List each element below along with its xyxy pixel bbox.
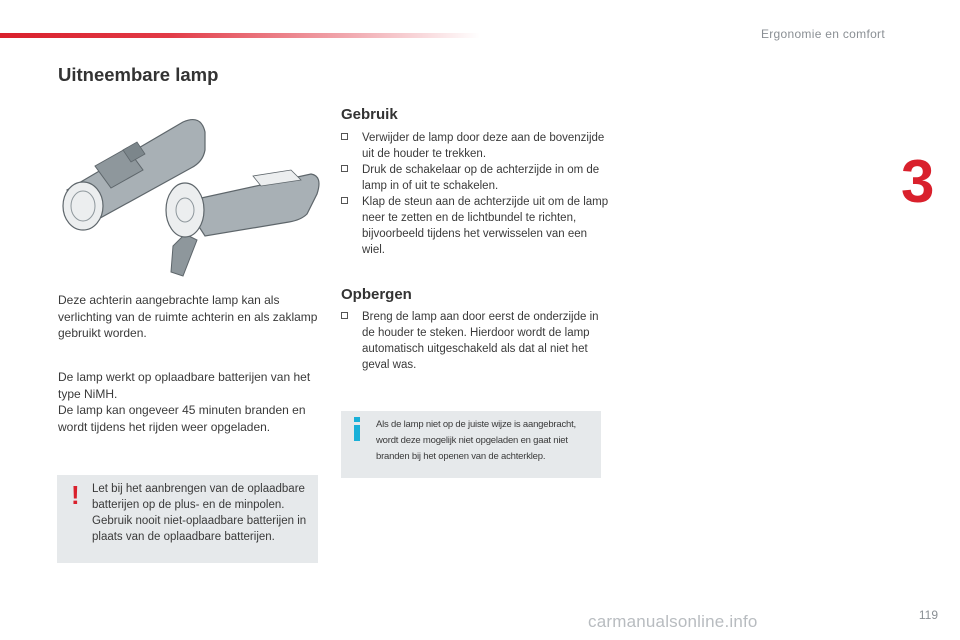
accent-bar <box>0 33 480 38</box>
info-notice <box>341 411 601 478</box>
checkbox-bullet-icon <box>341 133 348 140</box>
info-text: Als de lamp niet op de juiste wijze is aangebracht, wordt deze mogelijk niet opgeladen en gaat niet branden bij het openen van de achterklep. <box>376 419 576 462</box>
checkbox-bullet-icon <box>341 165 348 172</box>
list-item: Klap de steun aan de achterzijde uit om de lamp neer te zetten en de lichtbundel te richten, bijvoorbeeld tijdens het verwisselen van een wiel. <box>341 194 611 258</box>
watermark: carmanualsonline.info <box>588 612 758 631</box>
checkbox-bullet-icon <box>341 312 348 319</box>
usage-list <box>341 130 611 258</box>
lamp-body-2 <box>166 170 319 276</box>
page-number: 119 <box>918 608 938 622</box>
battery-line-2: De lamp kan ongeveer 45 minuten branden en wordt tijdens het rijden weer opgeladen. <box>58 403 306 434</box>
warning-notice <box>57 475 318 563</box>
list-item: Verwijder de lamp door deze aan de bovenzijde uit de houder te trekken. <box>341 130 611 162</box>
exclamation-icon: ! <box>71 480 80 510</box>
storage-heading: Opbergen <box>341 286 412 303</box>
battery-line-1: De lamp werkt op oplaadbare batterijen van het type NiMH. <box>58 370 311 401</box>
intro-paragraph: Deze achterin aangebrachte lamp kan als verlichting van de ruimte achterin en als zaklamp gebruikt worden. <box>58 293 318 340</box>
list-item: Druk de schakelaar op de achterzijde in om de lamp in of uit te schakelen. <box>341 162 611 194</box>
info-icon <box>354 417 360 441</box>
page-title: Uitneembare lamp <box>58 64 219 85</box>
battery-paragraph <box>58 369 323 435</box>
checkbox-bullet-icon <box>341 197 348 204</box>
list-item: Breng de lamp aan door eerst de onderzijde in de houder te steken. Hierdoor wordt de lamp automatisch uitgeschakeld als dat al niet het geval was. <box>341 309 611 373</box>
section-label: Ergonomie en comfort <box>760 27 885 41</box>
lamp-illustration <box>55 110 320 280</box>
usage-heading: Gebruik <box>341 106 398 123</box>
chapter-number: 3 <box>901 148 935 215</box>
warning-text: Let bij het aanbrengen van de oplaadbare batterijen op de plus- en de minpolen. Gebruik nooit niet-oplaadbare batterijen in plaats van de oplaadbare batterijen. <box>92 483 307 543</box>
storage-list <box>341 309 611 373</box>
